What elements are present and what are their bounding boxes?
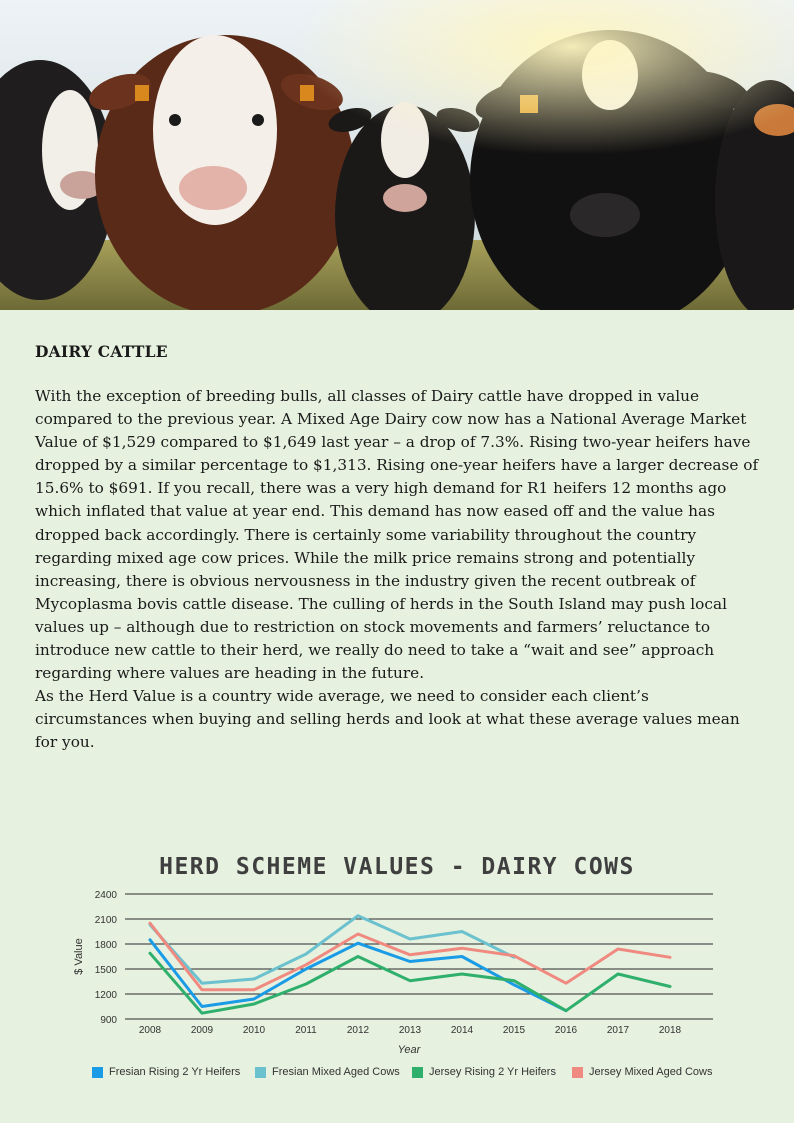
y-tick-label: 2400	[94, 890, 117, 901]
herd-values-chart	[0, 848, 794, 1123]
legend-label: Jersey Mixed Aged Cows	[589, 1066, 713, 1078]
x-tick-label: 2013	[398, 1025, 422, 1036]
x-tick-label: 2011	[295, 1025, 317, 1036]
legend-swatch	[412, 1067, 423, 1078]
legend-label: Fresian Rising 2 Yr Heifers	[109, 1066, 241, 1078]
chart-title: HERD SCHEME VALUES - DAIRY COWS	[159, 854, 635, 880]
x-tick-label: 2015	[502, 1025, 526, 1036]
x-tick-label: 2008	[138, 1025, 162, 1036]
article	[35, 342, 765, 755]
legend-swatch	[92, 1067, 103, 1078]
y-tick-label: 2100	[94, 915, 117, 926]
article-paragraph-1: With the exception of breeding bulls, all classes of Dairy cattle have dropped in value compared to the previous year. A Mixed Age Dairy cow now has a National Average Market Value of $1,529 compared to $1,649 last year – a drop of 7.3%. Rising two-year heifers have dropped by a similar percentage to $1,313. Rising one-year heifers have a larger decrease of 15.6% to $691. If you recall, there was a very high demand for R1 heifers 12 months ago which inflated that value at year end. This demand has now eased off and the value has dropped back accordingly. There is certainly some variability throughout the country regarding mixed age cow prices. While the milk price remains strong and potentially increasing, there is obvious nervousness in the industry given the recent outbreak of Mycoplasma bovis cattle disease. The culling of herds in the South Island may push local values up – although due to restriction on stock movements and farmers’ reluctance to introduce new cattle to their herd, we really do need to take a “wait and see” approach regarding where values are heading in the future.	[35, 387, 759, 683]
x-tick-label: 2017	[606, 1025, 630, 1036]
legend-item	[255, 1066, 400, 1078]
hero-photo-cattle	[0, 0, 794, 310]
legend-item	[572, 1066, 713, 1078]
x-tick-label: 2014	[450, 1025, 474, 1036]
y-tick-label: 900	[100, 1015, 117, 1026]
legend-swatch	[572, 1067, 583, 1078]
legend-swatch	[255, 1067, 266, 1078]
x-tick-label: 2009	[190, 1025, 214, 1036]
x-tick-label: 2016	[554, 1025, 578, 1036]
y-tick-label: 1800	[94, 940, 117, 951]
legend-label: Jersey Rising 2 Yr Heifers	[429, 1066, 556, 1078]
y-axis-label: $ Value	[73, 938, 85, 975]
chart-legend	[92, 1066, 772, 1082]
y-tick-label: 1500	[94, 965, 117, 976]
x-tick-label: 2012	[346, 1025, 370, 1036]
y-tick-label: 1200	[94, 990, 117, 1001]
x-axis-label: Year	[397, 1044, 421, 1056]
series-line-1	[150, 940, 566, 1011]
legend-item	[92, 1066, 240, 1078]
section-heading: DAIRY CATTLE	[35, 342, 168, 361]
x-tick-label: 2018	[658, 1025, 682, 1036]
article-paragraph-2: As the Herd Value is a country wide average, we need to consider each client’s circumstances when buying and selling herds and look at what these average values mean for you.	[35, 687, 740, 752]
x-tick-label: 2010	[242, 1025, 266, 1036]
legend-item	[412, 1066, 556, 1078]
cattle-photo-illustration	[0, 0, 794, 310]
legend-label: Fresian Mixed Aged Cows	[272, 1066, 400, 1078]
